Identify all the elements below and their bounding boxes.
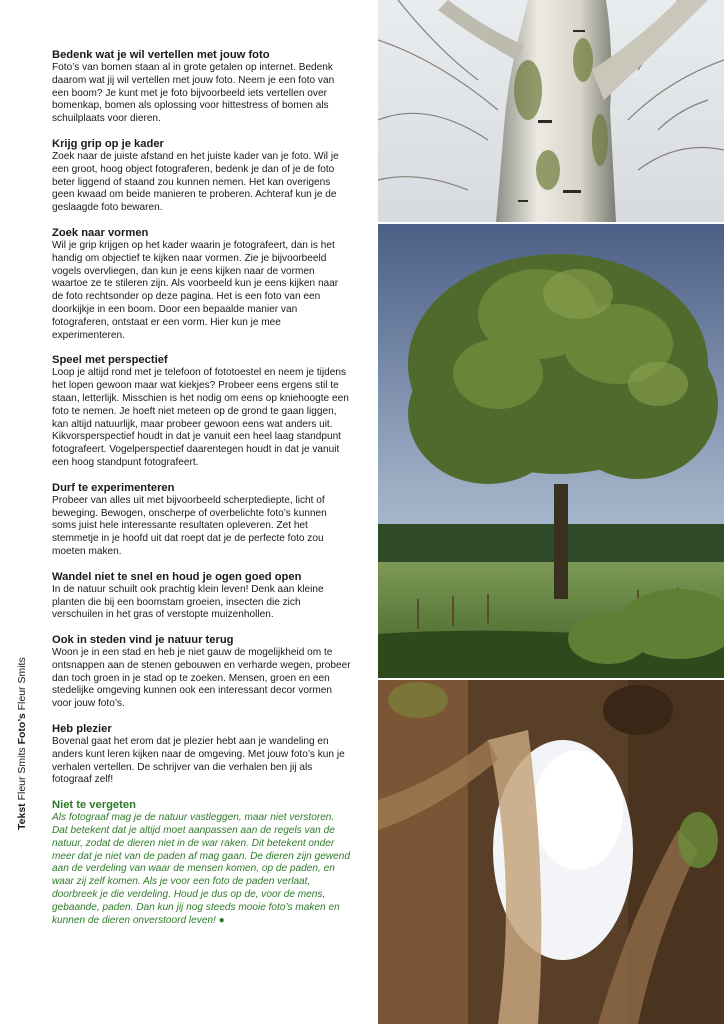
section-heading: Heb plezier [52, 723, 112, 736]
section-cities [52, 634, 352, 711]
section-heading: Speel met perspectief [52, 354, 168, 367]
section-text: In de natuur schuilt ook prachtig klein leven! Denk aan kleine planten die bij een boomstam groeien, insecten die zich verschuilen in het gras of verstopte muizenhollen. [52, 583, 324, 621]
section-text: Foto’s van bomen staan al in grote getalen op internet. Bedenk daarom wat jij wil vertellen met jouw foto. Neem je een foto van een boom? Je kunt met je foto bijvoorbeeld iets vertellen over bomenkap, bomen als oplossing voor hittestress of bomen als schuilplaats voor dieren. [52, 62, 335, 125]
section-text: Zoek naar de juiste afstand en het juiste kader van je foto. Wil je een groot, hoog object fotograferen, bedenk je dan of je de foto beter liggend of staand zou kunnen nemen. Het kan overigens geen kwaad om beide manieren te proberen. Achteraf kun je de geslaagde foto bewaren. [52, 150, 339, 214]
section-walk-slowly [52, 571, 352, 622]
section-heading: Bedenk wat je wil vertellen met jouw foto [52, 49, 270, 61]
credit-text-author: Fleur Smits [16, 747, 28, 801]
section-message [52, 49, 352, 126]
section-text: Loop je altijd rond met je telefoon of fototoestel en neem je tijdens het lopen gewoon maar wat kiekjes? Probeer eens ergens stil te staan, letterlijk. Misschien is het nodig om eens op kniehoogte een foto te nemen. Je hoeft niet meteen op de grond te gaan liggen, kan altijd natuurlijk, maar probeer gewoon eens wat anders uit. Kikvorsperspectief houdt in dat je vanuit een heel laag standpunt fotografeert. Vogelperspectief daarentegen houdt in dat je vanuit een hoog standpunt fotografeert. [52, 367, 349, 468]
peek-photo-image [378, 680, 724, 1024]
tree-photo-image [378, 224, 724, 678]
note-text: Als fotograaf mag je de natuur vastleggen, maar niet verstoren. Dat betekent dat je altijd moet aanpassen aan de regels van de natuur, zodat de dieren niet in de war raken. Dit betekent onder meer dat je niet van de paden af mag gaan. De dieren zijn gewend aan de verdeling van waar de mensen komen, op de paden, en waar zij zelf komen. Als je voor een foto de paden verlaat, doorbreek je die verdeling. Houd je dus op de, voor de mens, gebaande, paden. Dan kun jij nog steeds mooie foto’s maken en kunnen de dieren onverstoord leven! ● [52, 812, 350, 926]
section-text: Woon je in een stad en heb je niet gauw de mogelijkheid om te ontsnappen aan de stenen gebouwen en verharde wegen, probeer dan toch groen in je stad op te zoeken. Mensen, groen en een stedelijke omgeving kunnen ook een interessant decor vormen voor jouw foto’s. [52, 647, 351, 710]
section-text: Bovenal gaat het erom dat je plezier hebt aan je wandeling en anders kunt leren kijken naar de omgeving. Met jouw foto’s kun je verhalen vertellen. De schrijver van die verhalen ben jij als fotograaf zelf! [52, 736, 345, 786]
credit-photo-author: Fleur Smits [16, 657, 28, 711]
section-experiment [52, 482, 352, 559]
author-credit [16, 657, 28, 830]
section-fun [52, 723, 352, 787]
photo-lone-tree [378, 224, 724, 678]
section-perspective [52, 354, 352, 469]
section-frame [52, 138, 352, 215]
section-shapes [52, 227, 352, 342]
credit-text-label: Tekst [16, 803, 28, 830]
note-box [52, 799, 352, 927]
section-heading: Wandel niet te snel en houd je ogen goed open [52, 570, 302, 583]
birch-photo-image [378, 0, 724, 222]
section-heading: Ook in steden vind je natuur terug [52, 634, 234, 647]
section-heading: Durf te experimenteren [52, 481, 175, 494]
section-text: Wil je grip krijgen op het kader waarin je fotografeert, dan is het handig om objectief te kijken naar vormen. Zie je bijvoorbeeld vogels overvliegen, dan kun je eens kijken naar de vormen waartoe ze te stileren zijn. Als voorbeeld kun je eens kijken naar de foto rechtsonder op deze pagina. Het is een foto van een doorkijkje in een boom. Door een bepaalde manier van fotograferen, ontstaat er een vorm. Hier kun je mee experimenteren. [52, 239, 339, 341]
note-heading: Niet te vergeten [52, 799, 136, 812]
section-text: Probeer van alles uit met bijvoorbeeld scherptediepte, licht of beweging. Bewogen, onscherpe of overbelichte foto’s kunnen soms juist hele interessante resultaten opleveren. Zet het stemmetje in je hoofd uit dat roept dat je de perfecte foto zou moeten maken. [52, 494, 327, 557]
photo-birch-trunk [378, 0, 724, 222]
article-body [52, 49, 352, 939]
section-heading: Krijg grip op je kader [52, 137, 164, 150]
section-heading: Zoek naar vormen [52, 226, 149, 239]
photo-tree-peek-through [378, 680, 724, 1024]
credit-photo-label: Foto’s [16, 713, 28, 745]
